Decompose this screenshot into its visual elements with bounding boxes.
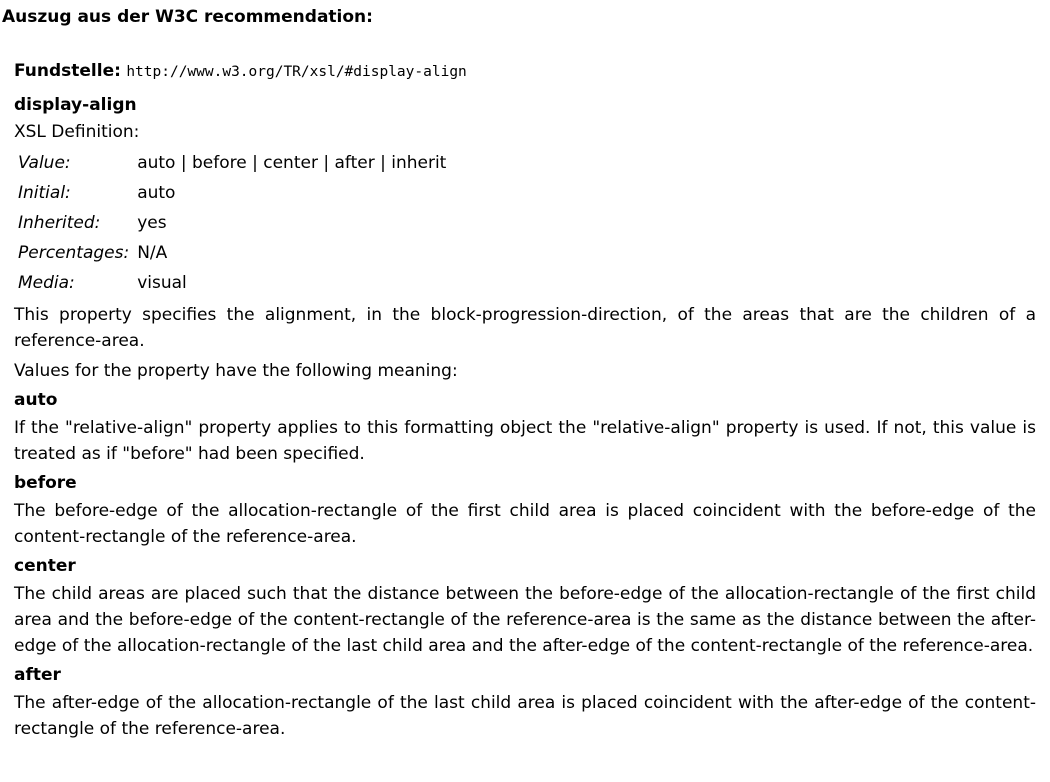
row-value: yes — [137, 213, 167, 233]
table-row — [14, 238, 450, 268]
row-key: Inherited: — [18, 213, 101, 233]
row-value: auto — [137, 183, 176, 203]
value-desc-auto: If the "relative-align" property applies to this formatting object the "relative-align" property is used. If not, this value is treated as if "before" had been specified. — [14, 418, 1036, 464]
value-desc-before: The before-edge of the allocation-rectangle of the first child area is placed coincident with the before-edge of the content-rectangle of the reference-area. — [14, 501, 1036, 547]
property-description: This property specifies the alignment, in the block-progression-direction, of the areas that are the children of a reference-area. — [14, 305, 1036, 351]
value-term-center: center — [14, 556, 76, 576]
table-row — [14, 148, 450, 178]
page-title: Auszug aus der W3C recommendation: — [2, 7, 373, 27]
value-term-before: before — [14, 473, 77, 493]
value-term-after: after — [14, 665, 61, 685]
row-key: Percentages: — [18, 243, 130, 263]
row-key: Initial: — [18, 183, 71, 203]
values-list — [14, 387, 1036, 742]
xsl-definition-label: XSL Definition: — [14, 122, 140, 142]
table-row — [14, 268, 450, 298]
document-body — [14, 58, 1036, 742]
property-name: display-align — [14, 95, 137, 115]
value-term-auto: auto — [14, 390, 58, 410]
source-label: Fundstelle: — [14, 61, 121, 81]
row-value: auto | before | center | after | inherit — [137, 153, 447, 173]
source-url: http://www.w3.org/TR/xsl/#display-align — [126, 64, 467, 80]
source-reference — [14, 58, 1036, 84]
value-desc-after: The after-edge of the allocation-rectangle of the last child area is placed coincident with the after-edge of the content-rectangle of the reference-area. — [14, 693, 1036, 739]
row-key: Value: — [18, 153, 71, 173]
table-row — [14, 178, 450, 208]
property-definition-table — [14, 148, 450, 298]
value-desc-center: The child areas are placed such that the distance between the before-edge of the allocation-rectangle of the first child area and the before-edge of the content-rectangle of the reference-area is the same as the distance between the after-edge of the allocation-rectangle of the last child area and the after-edge of the content-rectangle of the reference-area. — [14, 584, 1036, 656]
values-intro: Values for the property have the following meaning: — [14, 361, 458, 381]
row-value: visual — [137, 273, 187, 293]
row-value: N/A — [137, 243, 168, 263]
table-row — [14, 208, 450, 238]
row-key: Media: — [18, 273, 75, 293]
